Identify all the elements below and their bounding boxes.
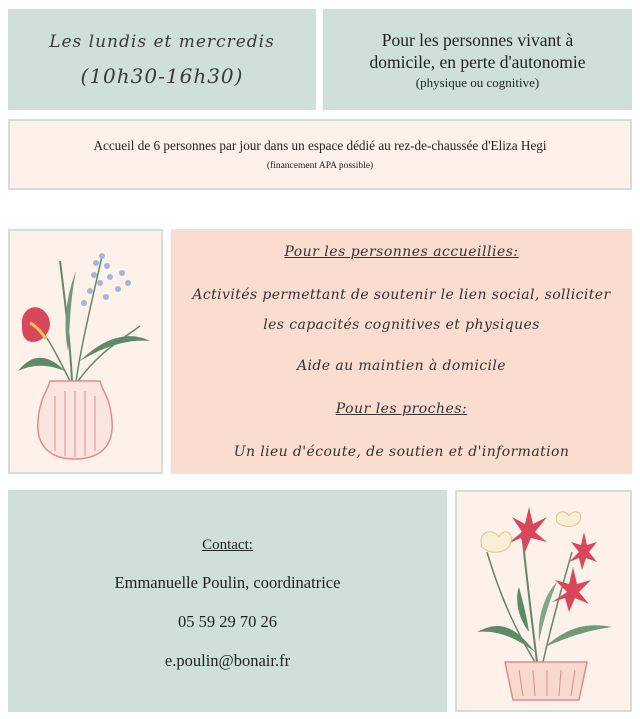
persons-heading: Pour les personnes accueillies: [284, 244, 519, 260]
home-support: Aide au maintien à domicile [297, 358, 506, 374]
activities-line-2: les capacités cognitives et physiques [263, 317, 540, 333]
contact-name: Emmanuelle Poulin, coordinatrice [114, 573, 341, 592]
vase-illustration-right [455, 490, 632, 712]
contact-panel [8, 490, 447, 712]
audience-note: (physique ou cognitive) [415, 74, 540, 90]
audience-line-1: Pour les personnes vivant à [381, 29, 574, 50]
activities-line-1: Activités permettant de soutenir le lien social, solliciter [192, 287, 611, 303]
lily-pot-icon [457, 492, 630, 710]
contact-email[interactable]: e.poulin@bonair.fr [164, 651, 291, 670]
schedule-panel [8, 9, 316, 110]
audience-line-2: domicile, en perte d'autonomie [369, 51, 586, 72]
contact-heading: Contact: [202, 537, 253, 553]
contact-phone[interactable]: 05 59 29 70 26 [178, 612, 277, 631]
vase-illustration-left [8, 229, 163, 474]
schedule-days: Les lundis et mercredis [49, 31, 275, 52]
welcome-text: Accueil de 6 personnes par jour dans un espace dédié au rez-de-chaussée d'Eliza Hegi [93, 138, 547, 153]
audience-panel [323, 9, 632, 110]
schedule-hours: (10h30-16h30) [80, 63, 244, 88]
services-panel [171, 229, 632, 474]
flower-vase-icon [10, 231, 161, 472]
welcome-panel [8, 119, 632, 190]
funding-note: (financement APA possible) [266, 161, 374, 171]
relatives-item: Un lieu d'écoute, de soutien et d'information [233, 444, 570, 460]
relatives-heading: Pour les proches: [335, 401, 468, 417]
